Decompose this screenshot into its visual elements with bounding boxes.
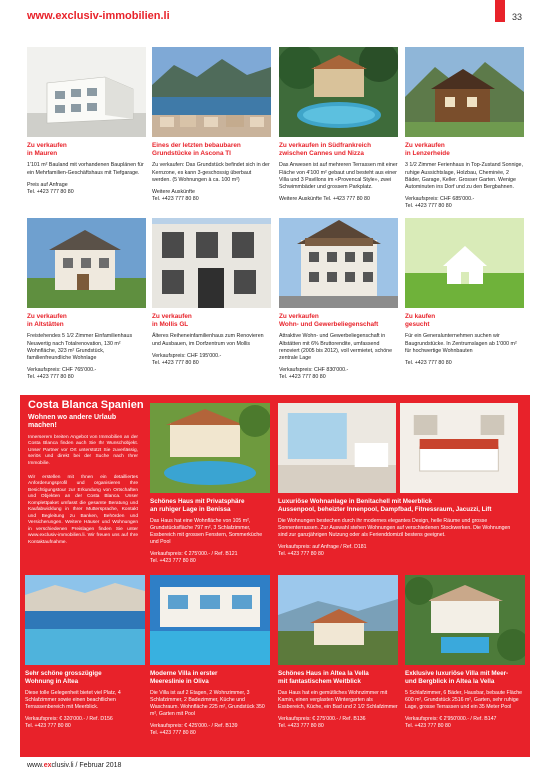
listing-description: Für ein Generalunternehmen suchen wir Baugrundstücke. In Zentrumslagen ab 1'000 m² für hochwertige Wohnbauten bbox=[405, 333, 517, 354]
listing-description: 5 Schlafzimmer, 6 Bäder, Hausbar, bebaute Fläche 600 m², Grundstück 2516 m², Garten, sehr ruhige Lage, grosse Terrassen und ein 35 Meter Pool bbox=[405, 690, 523, 711]
listing-card bbox=[279, 47, 398, 203]
section-intro: Innerserem breiten Angebot von Immobilien an der Costa Blanca finden auch Sie Ihr Wunschobjekt. Unser Partner vor Ort unterstützt Sie zuverlässig, seriös und direkt bei der Suche nach Ihrer Immobilie. bbox=[28, 435, 138, 466]
listing-price: Verkaufspreis: € 275'000.- / Ref. B121 Tel. +423 777 80 80 bbox=[150, 551, 238, 565]
listing-photo bbox=[150, 575, 270, 665]
listing-price: Verkaufspreis: € 275'000.- / Ref. B136 Tel. +423 777 80 80 bbox=[278, 716, 366, 730]
spain-listing-card bbox=[150, 575, 270, 737]
listing-title: Zu verkaufen Wohn- und Gewerbeliegenschaft bbox=[279, 313, 379, 328]
listing-card bbox=[405, 47, 524, 210]
listing-price: Verkaufspreis: € 320'000.- / Ref. D156 Tel. +423 777 80 80 bbox=[25, 716, 113, 730]
listing-price: Weitere Auskünfte Tel. +423 777 80 80 bbox=[152, 188, 199, 202]
spain-listing-card bbox=[278, 575, 398, 730]
section-subtitle: Wohnen wo andere Urlaub machen! bbox=[28, 414, 117, 430]
listing-photo bbox=[152, 47, 271, 137]
listing-description: Attraktive Wohn- und Gewerbeliegenschaft in Altstätten mit 6% Bruttorendite, umfassend renoviert (2005 bis 2012), voll vermietet, schöne zentrale Lage bbox=[279, 333, 393, 361]
listing-title: Schönes Haus in Altea la Vella mit fantastischem Weitblick bbox=[278, 670, 369, 685]
listing-card bbox=[152, 218, 271, 367]
listing-title: Zu verkaufen in Südfrankreich zwischen Cannes und Nizza bbox=[279, 142, 371, 157]
page-footer: www.exclusiv.li / Februar 2018 bbox=[27, 762, 122, 769]
listing-price: Verkaufspreis: € 2'950'000.- / Ref. B147 Tel. +423 777 80 80 bbox=[405, 716, 497, 730]
listing-price: Weitere Auskünfte Tel. +423 777 80 80 bbox=[279, 195, 370, 202]
listing-photo bbox=[405, 47, 524, 137]
listing-photo bbox=[405, 218, 524, 308]
listing-description: Freistehendes 5 1/2 Zimmer Einfamilienhaus Neuwertig nach Totalrenovation, 130 m² Wohnfläche, 323 m² Grundstück, familienfreundliche Wohnlage bbox=[27, 333, 133, 361]
listing-description: 1'101 m² Bauland mit vorhandenen Bauplänen für ein Mehrfamilien-Geschäftshaus mit Tiefgarage. bbox=[27, 162, 144, 176]
header-url[interactable]: www.exclusiv-immobilien.li bbox=[27, 10, 170, 22]
listing-description: Diese tolle Gelegenheit bietet viel Platz, 4 Schlafzimmer sowie einen beachtlichen Terrassenbereich mit Meerblick. bbox=[25, 690, 121, 711]
listing-description: Die Villa ist auf 2 Etagen, 2 Wohnzimmer, 3 Schlafzimmer, 2 Badezimmer, Küche und Waschraum. Wohnfläche 225 m², Grundstück 350 m², Garten mit Pool bbox=[150, 690, 265, 718]
spain-listing-card bbox=[405, 575, 525, 730]
listing-price: Preis auf Anfrage Tel. +423 777 80 80 bbox=[27, 181, 74, 195]
listing-title: Moderne Villa in erster Meereslinie in Oliva bbox=[150, 670, 218, 685]
listing-title: Luxuriöse Wohnanlage in Benitachell mit Meerblick Aussenpool, beheizter Innenpool, Dampfbad, Fitnessraum, Jacuzzi, Lift bbox=[278, 498, 492, 513]
listing-title: Zu verkaufen in Lenzerheide bbox=[405, 142, 450, 157]
listing-description: Das Anwesen ist auf mehreren Terrassen mit einer Fläche von 4'100 m² gebaut und besteht aus einer Villa und 3 Pavillons im «Provencal Style», zwei Schwimmbäder und grossem Parkplatz. bbox=[279, 162, 398, 190]
spain-listing-card bbox=[150, 403, 270, 565]
spain-listing-card bbox=[278, 403, 518, 558]
listing-description: Das Haus hat eine Wohnfläche von 105 m², Grundstücksfläche 797 m², 3 Schlafzimmer, Essbereich mit grossen Fenstern, Sommerküche und Pool bbox=[150, 518, 263, 546]
listing-photo bbox=[152, 218, 271, 308]
listing-price: Verkaufspreis: CHF 685'000.- Tel. +423 777 80 80 bbox=[405, 195, 475, 210]
listing-title: Zu verkaufen in Mollis GL bbox=[152, 313, 192, 328]
listing-title: Schönes Haus mit Privatsphäre an ruhiger Lage in Benissa bbox=[150, 498, 245, 513]
listing-description: Die Wohnungen bestechen durch ihr modernes elegantes Design, helle Räume und grosse Sonnenterrassen. Zur Auswahl stehen Wohnungen auf verschiedenen Stockwerken. Die Wohnungen sind zur ganzjährigen Nutzung oder als Ferienddomizil bestens geeignet. bbox=[278, 518, 511, 539]
spain-listing-card bbox=[25, 575, 145, 730]
listing-price: Verkaufspreis: CHF 830'000.- Tel. +423 777 80 80 bbox=[279, 366, 349, 381]
listing-card bbox=[405, 218, 524, 367]
listing-description: 3 1/2 Zimmer Ferienhaus in Top-Zustand Sonnige, ruhige Aussichtslage, Holzbau, Cheminée, 2 Bäder, Garage, Keller. Grosser Garten. Wenige Autominuten ins Dorf und zu den Bergbahnen. bbox=[405, 162, 523, 190]
section-intro-2: Wir erstellen mit Ihnen ein detailliertes Anforderungsprofil und organisieren Ihre Besichtigungstour zur Erkundung von Ortschaften und Objekten an der Costa Blanca. Unser Komplettpaket umfasst die gesamte Beratung und Kaufabwicklung in Ihrer Muttersprache, Kontakt und Begleitung zu Banken, Behörden und Versicherungen. Weitere Häuser und Wohnungen in verschiedenen Preislagen finden Sie unter www.exclusiv-immobilien.li. Wir freuen uns auf Ihre Kontaktaufnahme. bbox=[28, 475, 138, 545]
listing-price: Verkaufspreis: CHF 195'000.- Tel. +423 777 80 80 bbox=[152, 352, 222, 366]
listing-photo bbox=[150, 403, 270, 493]
section-title: Costa Blanca Spanien bbox=[28, 399, 144, 411]
listing-description: Das Haus hat ein gemütliches Wohnzimmer mit Kamin, einen verglasten Wintergarten als Essbereich, Küche, ein Bad und 2 1/2 Schlafzimmer bbox=[278, 690, 398, 711]
listing-card bbox=[152, 47, 271, 203]
listing-description: Zu verkaufen: Das Grundstück befindet sich in der Kernzone, es kann 3-geschossig überbaut werden. (5 Wohnungen à ca. 100 m²) bbox=[152, 162, 270, 183]
listing-photo bbox=[278, 403, 518, 493]
listing-photo bbox=[25, 575, 145, 665]
listing-photo bbox=[27, 218, 146, 308]
listing-price: Tel. +423 777 80 80 bbox=[405, 359, 452, 366]
listing-photo bbox=[405, 575, 525, 665]
listing-photo bbox=[279, 47, 398, 137]
listing-title: Exklusive luxuriöse Villa mit Meer- und Bergblick in Altea la Vella bbox=[405, 670, 509, 685]
costa-blanca-section bbox=[20, 395, 530, 757]
listing-title: Zu kaufen gesucht bbox=[405, 313, 436, 328]
listing-photo bbox=[27, 47, 146, 137]
page-accent-bar bbox=[495, 0, 505, 22]
listing-card bbox=[27, 47, 146, 196]
listing-price: Verkaufspreis: € 425'000.- / Ref. B139 Tel. +423 777 80 80 bbox=[150, 723, 238, 737]
listing-description: Älteres Reiheneinfamilienhaus zum Renovieren und Ausbauen, im Dorfzentrum von Mollis bbox=[152, 333, 264, 347]
listing-photo bbox=[278, 575, 398, 665]
page-number: 33 bbox=[512, 12, 523, 22]
listing-title: Zu verkaufen in Mauren bbox=[27, 142, 67, 157]
listing-title: Sehr schöne grosszügige Wohnung in Altea bbox=[25, 670, 102, 685]
listing-price: Verkaufspreis: auf Anfrage / Ref. D181 Tel. +423 777 80 80 bbox=[278, 544, 367, 558]
listing-title: Eines der letzten bebaubaren Grundstücke in Ascona TI bbox=[152, 142, 241, 157]
listing-card bbox=[279, 218, 398, 381]
listing-photo bbox=[279, 218, 398, 308]
listing-price: Verkaufspreis: CHF 765'000.- Tel. +423 777 80 80 bbox=[27, 366, 97, 381]
listing-title: Zu verkaufen in Altstätten bbox=[27, 313, 67, 328]
listing-card bbox=[27, 218, 146, 381]
